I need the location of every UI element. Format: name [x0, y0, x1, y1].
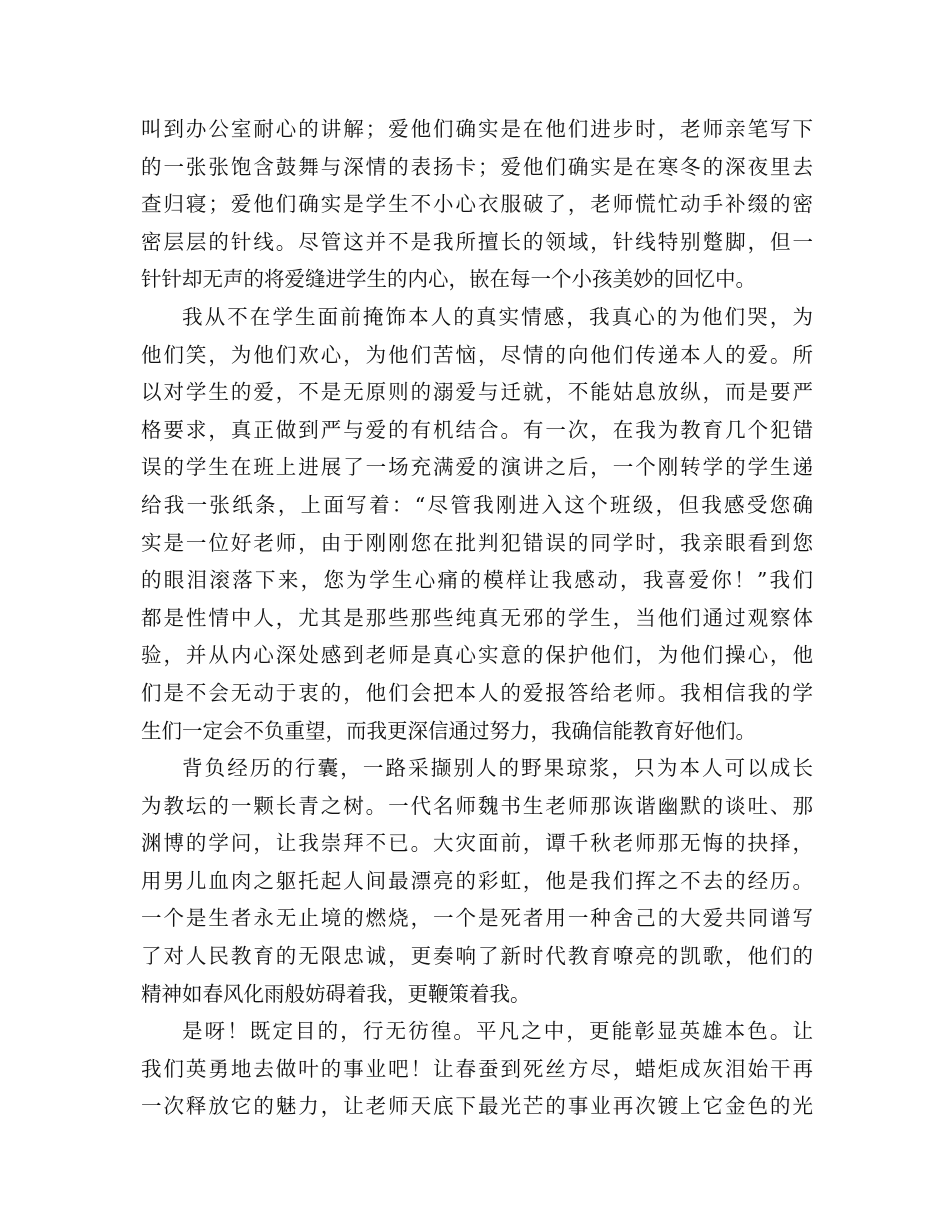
text-line: 叫到办公室耐心的讲解；爱他们确实是在他们进步时，老师亲笔写下 — [141, 117, 813, 141]
text-line: 了对人民教育的无限忠诚，更奏响了新时代教育嘹亮的凯歌，他们的 — [141, 944, 813, 969]
text-line: 格要求，真正做到严与爱的有机结合。有一次，在我为教育几个犯错 — [141, 417, 813, 442]
text-line: 我们英勇地去做叶的事业吧！让春蚕到死丝方尽，蜡炬成灰泪始干再 — [141, 1056, 813, 1081]
text-line: 的眼泪滚落下来，您为学生心痛的模样让我感动，我喜爱你！”我们 — [141, 568, 813, 593]
text-line: 他们笑，为他们欢心，为他们苦恼，尽情的向他们传递本人的爱。所 — [141, 342, 813, 367]
text-line: 误的学生在班上进展了一场充满爱的演讲之后，一个刚转学的学生递 — [141, 455, 813, 480]
text-line: 密层层的针线。尽管这并不是我所擅长的领域，针线特别蹩脚，但一 — [141, 229, 813, 254]
document-body — [141, 111, 813, 1126]
text-line: 验，并从内心深处感到老师是真心实意的保护他们，为他们操心，他 — [141, 643, 813, 668]
paragraph-start-line: 背负经历的行囊，一路采撷别人的野果琼浆，只为本人可以成长 — [182, 756, 813, 781]
text-line: 一个是生者永无止境的燃烧，一个是死者用一种舍己的大爱共同谱写 — [141, 906, 813, 931]
text-line: 给我一张纸条，上面写着：“尽管我刚进入这个班级，但我感受您确 — [141, 492, 813, 517]
text-line: 一次释放它的魅力，让老师天底下最光芒的事业再次镀上它金色的光 — [141, 1094, 813, 1119]
text-line: 们是不会无动于衷的，他们会把本人的爱报答给老师。我相信我的学 — [141, 680, 813, 705]
text-line: 查归寝；爱他们确实是学生不小心衣服破了，老师慌忙动手补缀的密 — [141, 192, 813, 217]
text-line: 都是性情中人，尤其是那些那些纯真无邪的学生，当他们通过观察体 — [141, 605, 813, 630]
paragraph-start-line: 是呀！既定目的，行无彷徨。平凡之中，更能彰显英雄本色。让 — [182, 1019, 813, 1044]
text-line: 生们一定会不负重望，而我更深信通过努力，我确信能教育好他们。 — [141, 718, 756, 743]
text-line: 精神如春风化雨般妨碍着我，更鞭策着我。 — [141, 981, 531, 1006]
text-line: 针针却无声的将爱缝进学生的内心，嵌在每一个小孩美妙的回忆中。 — [141, 267, 756, 292]
text-line: 实是一位好老师，由于刚刚您在批判犯错误的同学时，我亲眼看到您 — [141, 530, 813, 555]
text-line: 以对学生的爱，不是无原则的溺爱与迁就，不能姑息放纵，而是要严 — [141, 380, 813, 405]
paragraph-start-line: 我从不在学生面前掩饰本人的真实情感，我真心的为他们哭，为 — [182, 304, 813, 329]
text-line: 渊博的学问，让我崇拜不已。大灾面前，谭千秋老师那无悔的抉择， — [141, 831, 813, 856]
text-line: 为教坛的一颗长青之树。一代名师魏书生老师那诙谐幽默的谈吐、那 — [141, 793, 813, 818]
text-line: 用男儿血肉之躯托起人间最漂亮的彩虹，他是我们挥之不去的经历。 — [141, 868, 813, 893]
text-line: 的一张张饱含鼓舞与深情的表扬卡；爱他们确实是在寒冬的深夜里去 — [141, 154, 813, 179]
